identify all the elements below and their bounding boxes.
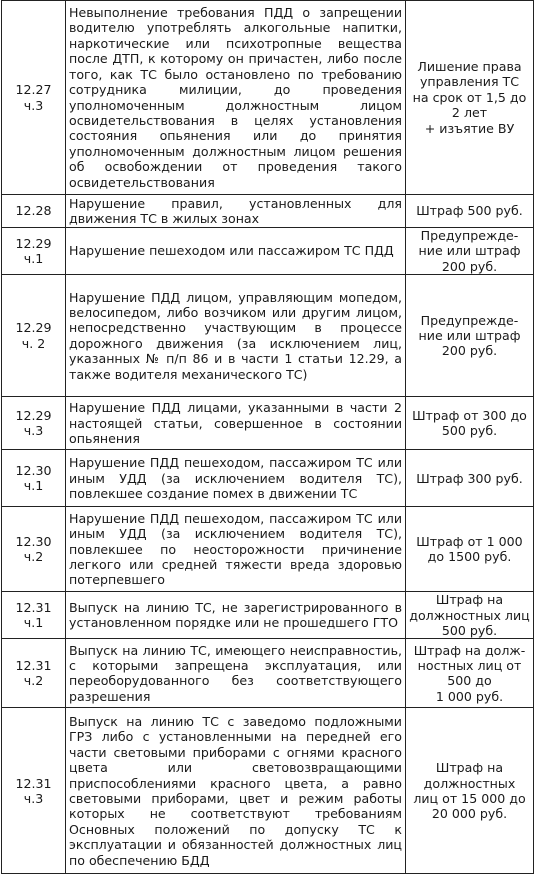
penalty-line: Штраф от 300 до (412, 407, 527, 423)
violation-description: Нарушение ПДД пешеходом, пассажиром ТС или иным УДД (за исключением водителя ТС), повлекшее по неосторожности причинение легкого или средней тяжести вреда здоровью потерпевшего (66, 507, 406, 592)
penalty-line: Штраф на долж- (413, 642, 526, 658)
table-row (2, 397, 534, 450)
penalty-line: Штраф от 1 000 (416, 533, 523, 549)
violation-description: Нарушение ПДД лицом, управляющим мопедом, велосипедом, либо возчиком или другим лицом, непосредственно участвующим в процессе дорожного движения (за исключением лиц, указанных № п/п 86 и в части 1 статьи 12.29, а также водителя механического ТС) (66, 275, 406, 397)
violation-description: Нарушение ПДД пешеходом, пассажиром ТС или иным УДД (за исключением водителя ТС), повлекшее создание помех в движении ТС (66, 450, 406, 507)
fines-table-body (2, 1, 534, 874)
violation-description: Нарушение правил, установленных для движения ТС в жилых зонах (66, 195, 406, 228)
penalty-cell (406, 708, 534, 874)
article-line: 12.31 (15, 775, 52, 791)
penalty-line: Штраф 500 руб. (416, 203, 523, 219)
article-line: ч.2 (23, 673, 44, 689)
article-line: 12.29 (15, 235, 52, 251)
article-line: 12.30 (15, 533, 52, 549)
table-row (2, 507, 534, 592)
violation-description: Невыполнение требования ПДД о запрещении водителю употреблять алкогольные напитки, наркотические или психотропные вещества после ДТП, к которому он причастен, либо после того, как ТС было остановлено по требованию сотрудника милиции, до проведения уполномоченным должностным лицом освидетельствования в целях установления состояния опьянения или до принятия уполномоченным должностным лицом решения об освобождении от проведения такого освидетельствования (66, 1, 406, 195)
penalty-cell (406, 275, 534, 397)
article-line: 12.31 (15, 599, 52, 615)
penalty-cell (406, 397, 534, 450)
article-line: ч.2 (23, 549, 44, 565)
article-cell (2, 397, 66, 450)
article-cell (2, 639, 66, 708)
penalty-line: должностных (423, 775, 516, 791)
violation-description: Выпуск на линию ТС, имеющего неисправностиь, с которыми запрещена эксплуатация, или переоборудованного без соответствующего разрешения (66, 639, 406, 708)
violation-description: Выпуск на линию ТС, не зарегистрированного в установленном порядке или не прошедшего ГТО (66, 592, 406, 639)
penalty-line: Штраф на (435, 760, 504, 776)
article-cell (2, 228, 66, 275)
article-cell (2, 450, 66, 507)
penalty-line: + изъятие ВУ (424, 120, 515, 136)
penalty-cell (406, 639, 534, 708)
penalty-line: управления ТС (419, 74, 520, 90)
penalty-line: на срок от 1,5 до (412, 89, 527, 105)
penalty-line: Штраф 300 руб. (416, 470, 523, 486)
table-row (2, 450, 534, 507)
penalty-line: Штраф на (435, 592, 504, 608)
article-cell (2, 708, 66, 874)
article-cell (2, 592, 66, 639)
penalty-cell (406, 592, 534, 639)
article-line: 12.28 (15, 203, 52, 219)
article-cell (2, 507, 66, 592)
article-cell (2, 1, 66, 195)
penalty-line: Лишение права (417, 58, 522, 74)
table-row (2, 708, 534, 874)
article-line: 12.30 (15, 462, 52, 478)
penalty-line: 2 лет (451, 105, 488, 121)
penalty-line: 200 руб. (441, 258, 498, 274)
penalty-cell (406, 228, 534, 275)
article-line: ч.1 (23, 478, 44, 494)
article-line: ч. 2 (21, 335, 46, 351)
table-row (2, 275, 534, 397)
article-line: ч.3 (23, 97, 44, 113)
table-row (2, 592, 534, 639)
violation-description: Выпуск на линию ТС с заведомо подложными ГРЗ либо с установленными на передней его части световыми приборами с огнями красного цвета или световозвращающими приспособлениями красного цвета, а равно световыми приборами, цвет и режим работы которых не соответствуют требованиям Основных положений по допуску ТС к эксплуатации и обязанностей должностных лиц по обеспечению БДД (66, 708, 406, 874)
penalty-line: Предупрежде- (420, 312, 519, 328)
penalty-line: 1 000 руб. (435, 688, 504, 704)
penalty-line: 500 до (447, 673, 492, 689)
penalty-line: лиц от 15 000 до (413, 790, 526, 806)
penalty-line: Предупрежде- (420, 228, 519, 243)
article-line: ч.1 (23, 615, 44, 631)
penalty-line: 500 руб. (441, 423, 498, 439)
penalty-line: 200 руб. (441, 343, 498, 359)
article-line: ч.1 (23, 251, 44, 267)
penalty-cell (406, 195, 534, 228)
article-line: 12.31 (15, 658, 52, 674)
table-row (2, 228, 534, 275)
penalty-line: до 1500 руб. (427, 549, 512, 565)
penalty-cell (406, 1, 534, 195)
violation-description: Нарушение ПДД лицами, указанными в части 2 настоящей статьи, совершенное в состоянии опьянения (66, 397, 406, 450)
fines-table (1, 0, 534, 874)
table-row (2, 639, 534, 708)
violation-description: Нарушение пешеходом или пассажиром ТС ПДД (66, 228, 406, 275)
article-line: ч.3 (23, 790, 44, 806)
article-line: 12.29 (15, 407, 52, 423)
article-line: 12.27 (15, 82, 52, 98)
article-cell (2, 275, 66, 397)
penalty-line: ние или штраф (418, 243, 521, 259)
table-row (2, 1, 534, 195)
penalty-cell (406, 507, 534, 592)
article-line: 12.29 (15, 320, 52, 336)
penalty-cell (406, 450, 534, 507)
article-cell (2, 195, 66, 228)
table-row (2, 195, 534, 228)
penalty-line: 20 000 руб. (431, 806, 508, 822)
article-line: ч.3 (23, 423, 44, 439)
penalty-line: ностных лиц от (417, 658, 522, 674)
penalty-line: 500 руб. (441, 623, 498, 639)
penalty-line: ние или штраф (418, 328, 521, 344)
penalty-line: должностных лиц (409, 607, 530, 623)
